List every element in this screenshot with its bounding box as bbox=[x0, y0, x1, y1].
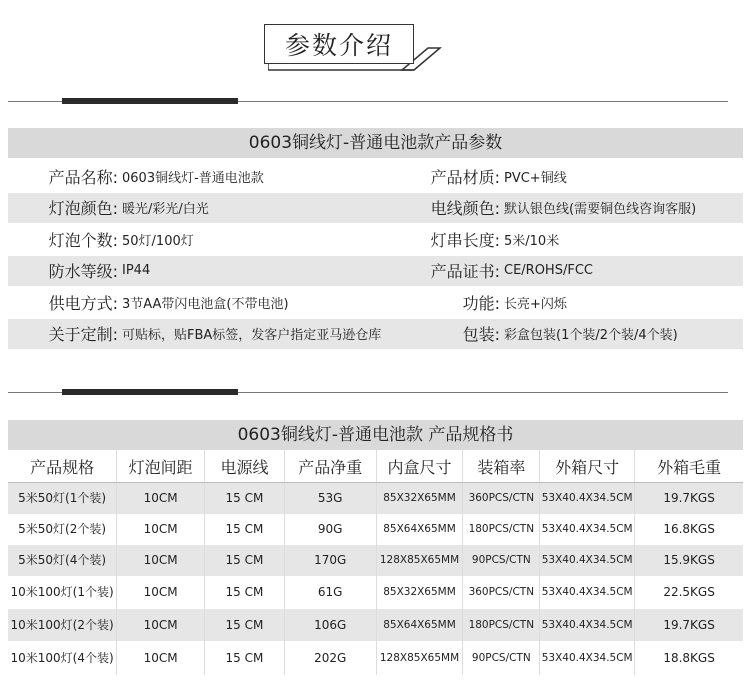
param-value: CE/ROHS/FCC bbox=[504, 263, 593, 278]
param-label: 产品名称: bbox=[48, 167, 118, 187]
param-label: 防水等级: bbox=[48, 262, 118, 281]
param-row bbox=[8, 287, 743, 317]
table-cell: 85X64X65MM bbox=[376, 514, 463, 545]
param-row bbox=[8, 256, 743, 286]
param-value: IP44 bbox=[122, 263, 151, 278]
divider-accent bbox=[62, 389, 238, 395]
table-cell: 15.9KGS bbox=[635, 545, 743, 576]
param-label: 产品材质: bbox=[430, 167, 500, 187]
table-cell: 15 CM bbox=[205, 514, 285, 545]
param-row bbox=[8, 193, 743, 223]
table-row bbox=[8, 609, 743, 641]
table-cell: 10CM bbox=[117, 483, 205, 514]
table-cell: 53X40.4X34.5CM bbox=[540, 641, 635, 675]
column-header: 内盒尺寸 bbox=[376, 450, 463, 483]
table-row bbox=[8, 483, 743, 514]
column-header: 灯泡间距 bbox=[117, 450, 205, 483]
param-value: 暖光/彩光/白光 bbox=[122, 202, 209, 217]
table-cell: 170G bbox=[284, 545, 376, 576]
table-cell: 10CM bbox=[117, 576, 205, 609]
table-cell: 128X85X65MM bbox=[376, 641, 463, 675]
param-row bbox=[8, 161, 743, 191]
param-value: 默认银色线(需要铜色线咨询客服) bbox=[504, 202, 697, 217]
param-label: 供电方式: bbox=[48, 293, 118, 313]
table-cell: 53G bbox=[284, 483, 376, 514]
table-cell: 15 CM bbox=[205, 483, 285, 514]
table-cell: 15 CM bbox=[205, 609, 285, 641]
params-section bbox=[8, 128, 743, 350]
table-cell: 202G bbox=[284, 641, 376, 675]
param-label: 灯泡颜色: bbox=[48, 199, 118, 218]
param-value: 可贴标，贴FBA标签，发客户指定亚马逊仓库 bbox=[122, 328, 382, 343]
param-value: 3节AA带闪电池盒(不带电池) bbox=[122, 296, 289, 312]
table-cell: 15 CM bbox=[205, 641, 285, 675]
table-cell: 90PCS/CTN bbox=[463, 545, 540, 576]
table-cell: 5米50灯(1个装) bbox=[8, 483, 117, 514]
table-cell: 85X32X65MM bbox=[376, 483, 463, 514]
column-header: 装箱率 bbox=[463, 450, 540, 483]
column-header: 产品规格 bbox=[8, 450, 117, 483]
table-cell: 16.8KGS bbox=[635, 514, 743, 545]
table-row bbox=[8, 641, 743, 675]
param-value: 50灯/100灯 bbox=[122, 233, 194, 249]
table-cell: 90G bbox=[284, 514, 376, 545]
param-value: PVC+铜线 bbox=[504, 170, 567, 186]
table-cell: 22.5KGS bbox=[635, 576, 743, 609]
table-cell: 10米100灯(2个装) bbox=[8, 609, 117, 641]
param-label: 电线颜色: bbox=[430, 199, 500, 218]
table-cell: 19.7KGS bbox=[635, 483, 743, 514]
param-row bbox=[8, 224, 743, 254]
table-row bbox=[8, 576, 743, 609]
table-cell: 15 CM bbox=[205, 545, 285, 576]
table-cell: 53X40.4X34.5CM bbox=[540, 483, 635, 514]
param-value: 长亮+闪烁 bbox=[504, 296, 567, 312]
param-label: 功能: bbox=[462, 293, 500, 313]
table-cell: 53X40.4X34.5CM bbox=[540, 514, 635, 545]
param-row bbox=[8, 319, 743, 349]
table-cell: 5米50灯(2个装) bbox=[18, 522, 107, 536]
spec-heading: 0603铜线灯-普通电池款 产品规格书 bbox=[8, 420, 743, 450]
table-cell: 10米100灯(4个装) bbox=[10, 650, 114, 665]
table-cell: 106G bbox=[284, 609, 376, 641]
table-cell: 85X64X65MM bbox=[376, 609, 463, 641]
param-label: 产品证书: bbox=[430, 262, 500, 281]
column-header: 外箱尺寸 bbox=[540, 450, 635, 483]
param-value: 彩盒包装(1个装/2个装/4个装) bbox=[504, 328, 678, 343]
table-cell: 10米100灯(1个装) bbox=[10, 585, 114, 599]
table-cell: 5米50灯(4个装) bbox=[8, 545, 117, 576]
column-header: 外箱毛重 bbox=[635, 450, 743, 483]
table-cell: 53X40.4X34.5CM bbox=[540, 545, 635, 576]
table-cell: 10CM bbox=[117, 641, 205, 675]
param-label: 灯泡个数: bbox=[48, 230, 118, 250]
divider-accent bbox=[62, 98, 238, 104]
table-cell: 19.7KGS bbox=[635, 609, 743, 641]
column-header: 产品净重 bbox=[284, 450, 376, 483]
table-cell: 10CM bbox=[117, 514, 205, 545]
table-cell: 10CM bbox=[117, 609, 205, 641]
table-cell: 18.8KGS bbox=[635, 641, 743, 675]
table-cell: 53X40.4X34.5CM bbox=[540, 576, 635, 609]
table-cell: 128X85X65MM bbox=[376, 545, 463, 576]
table-cell: 10CM bbox=[117, 545, 205, 576]
table-cell: 180PCS/CTN bbox=[463, 609, 540, 641]
page-title: 参数介绍 bbox=[264, 24, 414, 64]
table-row bbox=[8, 545, 743, 576]
table-cell: 61G bbox=[284, 576, 376, 609]
column-header: 电源线 bbox=[205, 450, 285, 483]
param-value: 0603铜线灯-普通电池款 bbox=[122, 170, 264, 186]
param-label: 包装: bbox=[462, 325, 500, 344]
param-value: 5米/10米 bbox=[504, 233, 560, 249]
table-row bbox=[8, 514, 743, 545]
table-cell: 15 CM bbox=[205, 576, 285, 609]
table-cell: 53X40.4X34.5CM bbox=[540, 609, 635, 641]
spec-table bbox=[8, 420, 743, 675]
table-cell: 180PCS/CTN bbox=[463, 514, 540, 545]
table-cell: 360PCS/CTN bbox=[463, 576, 540, 609]
table-cell: 360PCS/CTN bbox=[463, 483, 540, 514]
table-cell: 90PCS/CTN bbox=[463, 641, 540, 675]
param-label: 灯串长度: bbox=[430, 230, 500, 250]
param-label: 关于定制: bbox=[48, 325, 118, 344]
table-cell: 85X32X65MM bbox=[376, 576, 463, 609]
params-heading: 0603铜线灯-普通电池款产品参数 bbox=[8, 128, 743, 158]
